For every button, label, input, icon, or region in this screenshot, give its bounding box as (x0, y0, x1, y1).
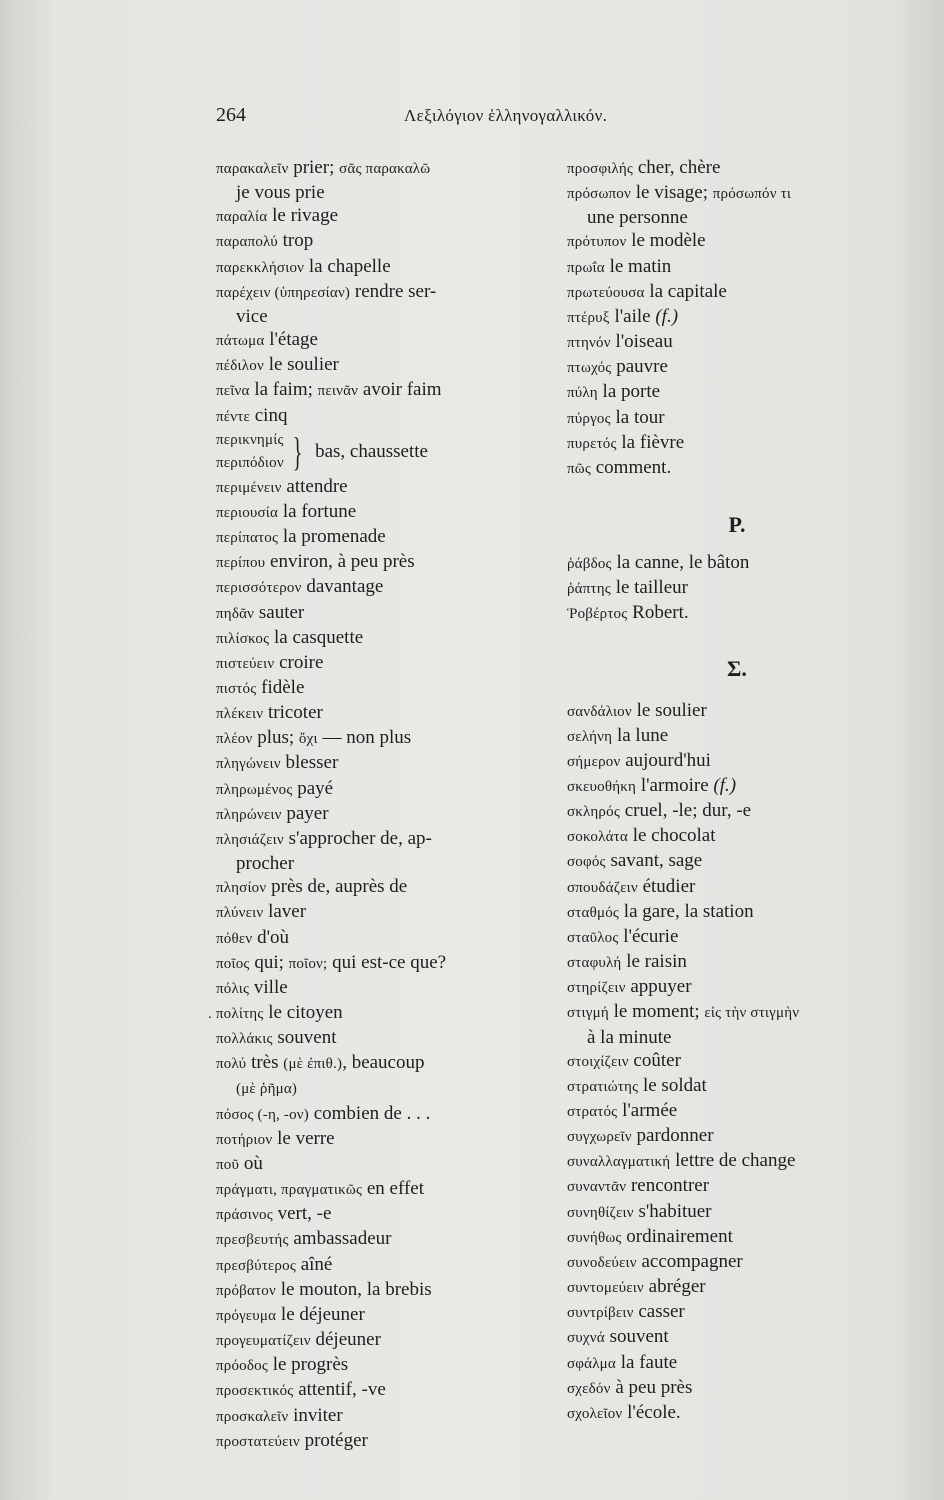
list-item: une personne (587, 207, 688, 229)
list-item: πράσινος vert, -e (216, 1203, 332, 1225)
list-item: συναντᾶν rencontrer (567, 1175, 710, 1197)
list-item: συντρίβειν casser (567, 1301, 685, 1323)
list-item: προγευματίζειν déjeuner (216, 1329, 381, 1351)
list-item: σταφυλή le raisin (567, 951, 687, 973)
list-item: περικνημίς περιπόδιον } bas, chaussette (216, 428, 428, 474)
list-item: vice (236, 305, 268, 327)
list-item: πηδᾶν sauter (216, 601, 305, 623)
list-item: πλέκειν tricoter (216, 702, 323, 724)
list-item: πυρετός la fièvre (567, 431, 685, 453)
list-item: στρατός l'armée (567, 1100, 678, 1121)
list-item: προσκαλεῖν inviter (216, 1404, 343, 1426)
list-item: σκευοθήκη l'armoire (f.) (567, 774, 737, 796)
list-item: σοφός savant, sage (567, 850, 703, 872)
list-item: πράγματι, πραγματικῶς en effet (216, 1178, 424, 1200)
list-item: σχεδόν à peu près (567, 1376, 693, 1398)
list-item: παρακαλεῖν prier; σᾶς παρακαλῶ (216, 157, 431, 178)
page-header (216, 104, 696, 134)
list-item: πρεσβύτερος aîné (216, 1253, 333, 1275)
list-item: πτέρυξ l'aile (f.) (567, 305, 679, 327)
list-item: πλύνειν laver (216, 901, 307, 923)
list-item: στοιχίζειν coûter (567, 1049, 681, 1071)
list-item: σκληρός cruel, -le; dur, -e (567, 800, 752, 822)
brace-icon: } (292, 428, 303, 474)
list-item: πληρωμένος payé (216, 777, 334, 799)
list-item: πολύ très (μὲ ἐπιθ.), beaucoup (216, 1052, 425, 1074)
list-item: συνηθίζειν s'habituer (567, 1200, 712, 1222)
list-item: σανδάλιον le soulier (567, 699, 707, 721)
list-item: στηρίζειν appuyer (567, 976, 692, 998)
list-item: Ῥοβέρτος Robert. (567, 602, 689, 624)
list-item: σήμερον aujourd'hui (567, 749, 711, 771)
list-item: παραλία le rivage (216, 205, 339, 227)
list-item: ποτήριον le verre (216, 1127, 335, 1149)
list-item: περίπατος la promenade (216, 526, 386, 548)
list-item: παρέχειν (ὑπηρεσίαν) rendre ser- (216, 280, 437, 302)
list-item: πλησιάζειν s'approcher de, ap- (216, 827, 432, 849)
list-item: πόσος (-η, -ον) combien de . . . (216, 1102, 431, 1124)
list-item: πολλάκις souvent (216, 1027, 337, 1049)
list-item: (μὲ ῥῆμα) (236, 1081, 298, 1098)
list-item: συχνά souvent (567, 1326, 669, 1348)
list-item: σοκολάτα le chocolat (567, 825, 716, 847)
list-item: je vous prie (236, 182, 325, 204)
list-item: περιμένειν attendre (216, 475, 348, 497)
list-item: πεῖνα la faim; πεινᾶν avoir faim (216, 379, 442, 401)
list-item: πρόβατον le mouton, la brebis (216, 1278, 432, 1300)
list-item: πύλη la porte (567, 381, 661, 403)
list-item: σταῦλος l'écurie (567, 925, 679, 947)
list-item: πρωτεύουσα la capitale (567, 280, 727, 302)
list-item: σφάλμα la faute (567, 1351, 678, 1373)
list-item: πτηνόν l'oiseau (567, 331, 673, 353)
list-item: προσεκτικός attentif, -ve (216, 1379, 386, 1401)
list-item: πληρώνειν payer (216, 802, 329, 824)
list-item: πληγώνειν blesser (216, 752, 339, 774)
list-item: πῶς comment. (567, 456, 672, 478)
list-item: σελήνη la lune (567, 724, 669, 746)
list-item: στρατιώτης le soldat (567, 1074, 707, 1096)
list-item: περίπου environ, à peu près (216, 551, 415, 573)
list-item: πτωχός pauvre (567, 356, 668, 378)
list-item: πιστεύειν croire (216, 651, 324, 673)
list-item: στιγμή le moment; εἰς τὴν στιγμὴν (567, 1001, 800, 1023)
list-item: ποῦ où (216, 1152, 263, 1174)
list-item: πλέον plus; ὄχι — non plus (216, 727, 412, 749)
list-item: σχολεῖον l'école. (567, 1401, 681, 1423)
list-item: πρόσωπον le visage; πρόσωπόν τι (567, 182, 792, 204)
list-item: πιλίσκος la casquette (216, 626, 364, 648)
list-item: πέδιλον le soulier (216, 354, 339, 376)
list-item: συνήθως ordinairement (567, 1225, 733, 1247)
list-item: παραπολύ trop (216, 230, 314, 252)
list-item: πάτωμα l'étage (216, 329, 318, 351)
list-item: πιστός fidèle (216, 676, 305, 698)
list-item: σταθμός la gare, la station (567, 900, 754, 922)
list-item: πρεσβευτής ambassadeur (216, 1228, 392, 1250)
section-heading-sigma: Σ. (727, 655, 747, 681)
list-item: πλησίον près de, auprès de (216, 876, 408, 898)
list-item: πόθεν d'où (216, 926, 290, 948)
list-item: συγχωρεῖν pardonner (567, 1125, 714, 1147)
list-item: συναλλαγματική lettre de change (567, 1150, 796, 1172)
list-item: σπουδάζειν étudier (567, 875, 696, 897)
section-heading-rho: Ρ. (728, 512, 746, 538)
list-item: συνοδεύειν accompagner (567, 1250, 743, 1272)
list-item: procher (236, 853, 295, 875)
list-item: πρότυπον le modèle (567, 230, 706, 252)
list-item: πρωΐα le matin (567, 255, 672, 277)
right-column (567, 156, 907, 1426)
list-item: πόλις ville (216, 976, 288, 998)
list-item: ῥάπτης le tailleur (567, 577, 688, 599)
left-column (208, 156, 556, 1454)
list-item: ῥάβδος la canne, le bâton (567, 552, 750, 574)
list-item: πρόγευμα le déjeuner (216, 1303, 365, 1325)
list-item: προστατεύειν protéger (216, 1429, 368, 1451)
list-item: περιουσία la fortune (216, 500, 357, 522)
list-item: συντομεύειν abréger (567, 1276, 706, 1298)
list-item: περισσότερον davantage (216, 576, 384, 598)
list-item: πρόοδος le progrès (216, 1354, 349, 1376)
list-item: à la minute (587, 1026, 672, 1048)
list-item: πύργος la tour (567, 406, 665, 428)
list-item: . πολίτης le citoyen (208, 1002, 343, 1023)
list-item: προσφιλής cher, chère (567, 157, 721, 178)
list-item: πέντε cinq (216, 404, 288, 426)
brace-group: περικνημίς περιπόδιον (216, 431, 284, 471)
page-number: 264 (216, 104, 246, 126)
list-item: παρεκκλήσιον la chapelle (216, 255, 391, 277)
running-title: Λεξιλόγιον ἑλληνογαλλικόν. (404, 106, 608, 125)
list-item: ποῖος qui; ποῖον; qui est-ce que? (216, 951, 447, 973)
